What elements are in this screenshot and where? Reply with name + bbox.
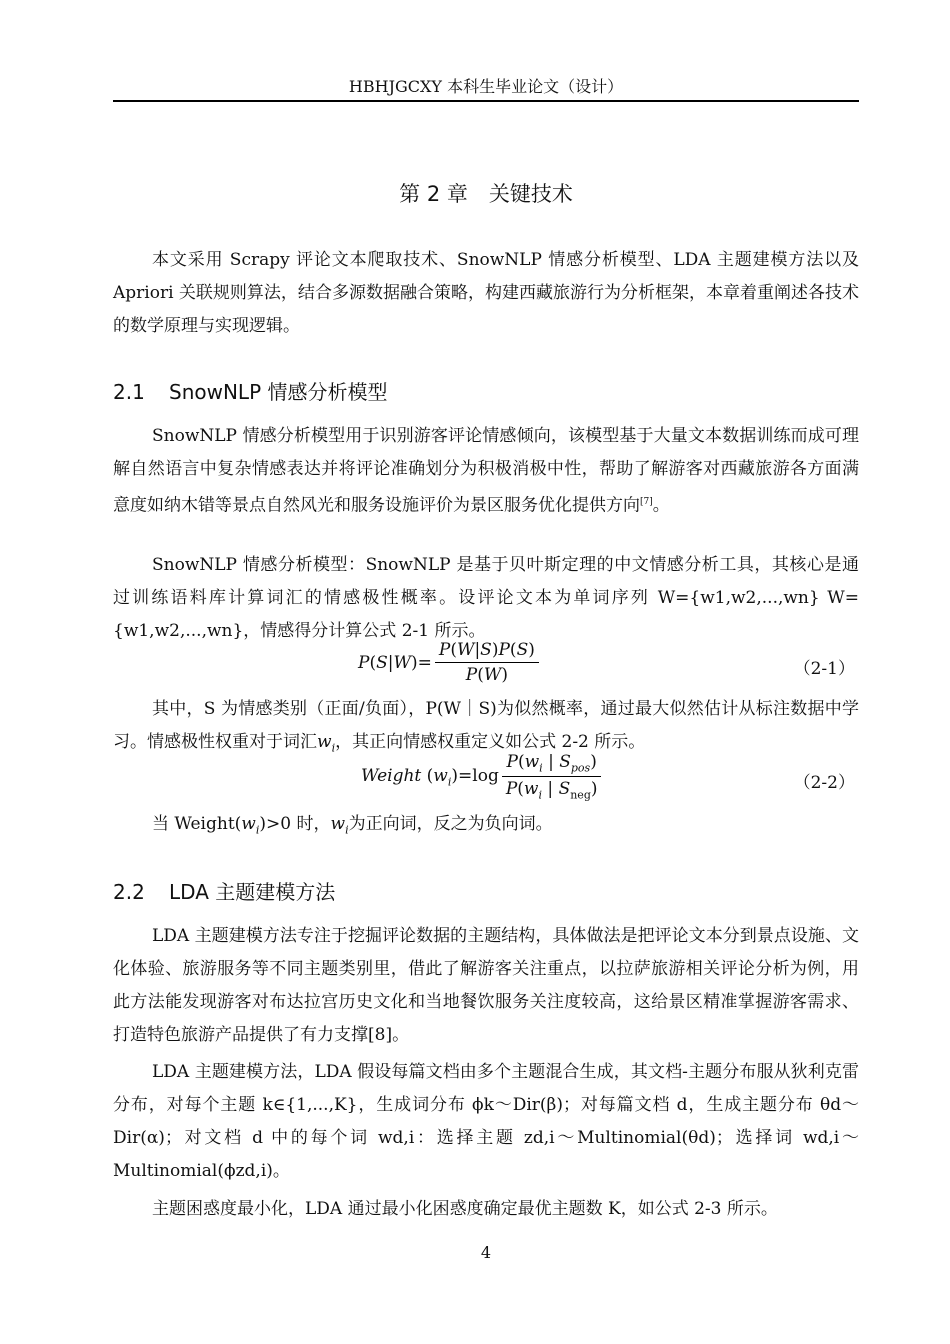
sec2-paragraph-1: LDA 主题建模方法专注于挖掘评论数据的主题结构，具体做法是把评论文本分到景点设施、文化体验、旅游服务等不同主题类别里，借此了解游客关注重点，以拉萨旅游相关评论分析为例，用此方法能发现游客对布达拉宫历史文化和当地餐饮服务关注度较高，这给景区精准掌握游客需求、打造特色旅游产品提供了有力支撑[8]。	[113, 926, 859, 1045]
equation-2-1	[113, 640, 859, 700]
sec1-p4-text-b: )>0 时，	[259, 814, 331, 834]
section-heading-2-1	[113, 377, 859, 407]
sec1-paragraph-2: SnowNLP 情感分析模型：SnowNLP 是基于贝叶斯定理的中文情感分析工具，其核心是通过训练语料库计算词汇的情感极性概率。设评论文本为单词序列 W={w1,w2,...,wn} W={w1,w2,...,wn}，情感得分计算公式 2-1 所示。	[113, 555, 859, 641]
sec1-p4-text-c: 为正向词，反之为负向词。	[348, 814, 553, 834]
sec1-paragraph-4: 当 $Weight(w_i)>0$ 时，$w_i$为正向词，反之为负向词。	[152, 814, 553, 837]
section-title: LDA 主题建模方法	[169, 880, 336, 904]
sec2-paragraph-3: 主题困惑度最小化，LDA 通过最小化困惑度确定最优主题数 K，如公式 2-3 所示。	[152, 1199, 778, 1219]
sec1-paragraph-3: 其中，S 为情感类别（正面/负面），P(W｜S)为似然概率，通过最大似然估计从标注数据中学习。情感极性权重对于词汇$w_i$，其正向情感权重定义如公式 2-2 所示。	[113, 699, 859, 755]
equation-2-1-number: （2-1）	[793, 659, 855, 679]
equation-2-2-number: （2-2）	[793, 773, 855, 793]
sec1-paragraph-1	[113, 420, 859, 523]
sec1-p1-text: SnowNLP 情感分析模型用于识别游客评论情感倾向，该模型基于大量文本数据训练而成可理解自然语言中复杂情感表达并将评论准确划分为积极消极中性，帮助了解游客对西藏旅游各方面满意度如纳木错等景点自然风光和服务设施评价为景区服务优化提供方向	[113, 426, 859, 516]
equation-2-2-body: Weight $(w_i)=\log$ $\frac{P(w_i | S_{pos})}{P(w_i | S_{neg})}$	[361, 752, 605, 802]
sec1-p1-end: 。	[652, 495, 670, 516]
section-title: SnowNLP 情感分析模型	[169, 380, 388, 404]
chapter-title: 第 2 章 关键技术	[399, 182, 573, 206]
header-rule	[113, 100, 859, 102]
intro-paragraph: 本文采用 Scrapy 评论文本爬取技术、SnowNLP 情感分析模型、LDA 主题建模方法以及 Apriori 关联规则算法，结合多源数据融合策略，构建西藏旅游行为分析框架，本章着重阐述各技术的数学原理与实现逻辑。	[113, 250, 859, 336]
running-header: HBHJGCXY 本科生毕业论文（设计）	[348, 77, 624, 96]
sec1-p4-text-a: 当 Weight(	[152, 814, 242, 834]
page-number: 4	[480, 1243, 492, 1262]
citation-7: [7]	[640, 497, 653, 507]
equation-2-1-body: P(S|W)= $\frac{P(W|S)P(S)}{P(W)}$	[358, 640, 542, 685]
sec1-p3-text-b: ，其正向情感权重定义如公式 2-2 所示。	[335, 732, 646, 752]
section-number: 2.1	[113, 380, 145, 404]
equation-2-2	[113, 752, 859, 812]
sec1-p3-text-a: 其中，S 为情感类别（正面/负面），P(W｜S)为似然概率，通过最大似然估计从标注数据中学习。情感极性权重对于词汇	[113, 699, 859, 752]
section-heading-2-2	[113, 877, 859, 907]
sec2-paragraph-2: LDA 主题建模方法，LDA 假设每篇文档由多个主题混合生成，其文档-主题分布服从狄利克雷分布，对每个主题 k∈{1,...,K}，生成词分布 ϕk～Dir(β)；对每篇文档 d，生成主题分布 θd～Dir(α)；对文档 d 中的每个词 wd,i：选择主题 zd,i～Multinomial(θd)；选择词 wd,i～Multinomial(ϕzd,i)。	[113, 1062, 859, 1181]
section-number: 2.2	[113, 880, 145, 904]
